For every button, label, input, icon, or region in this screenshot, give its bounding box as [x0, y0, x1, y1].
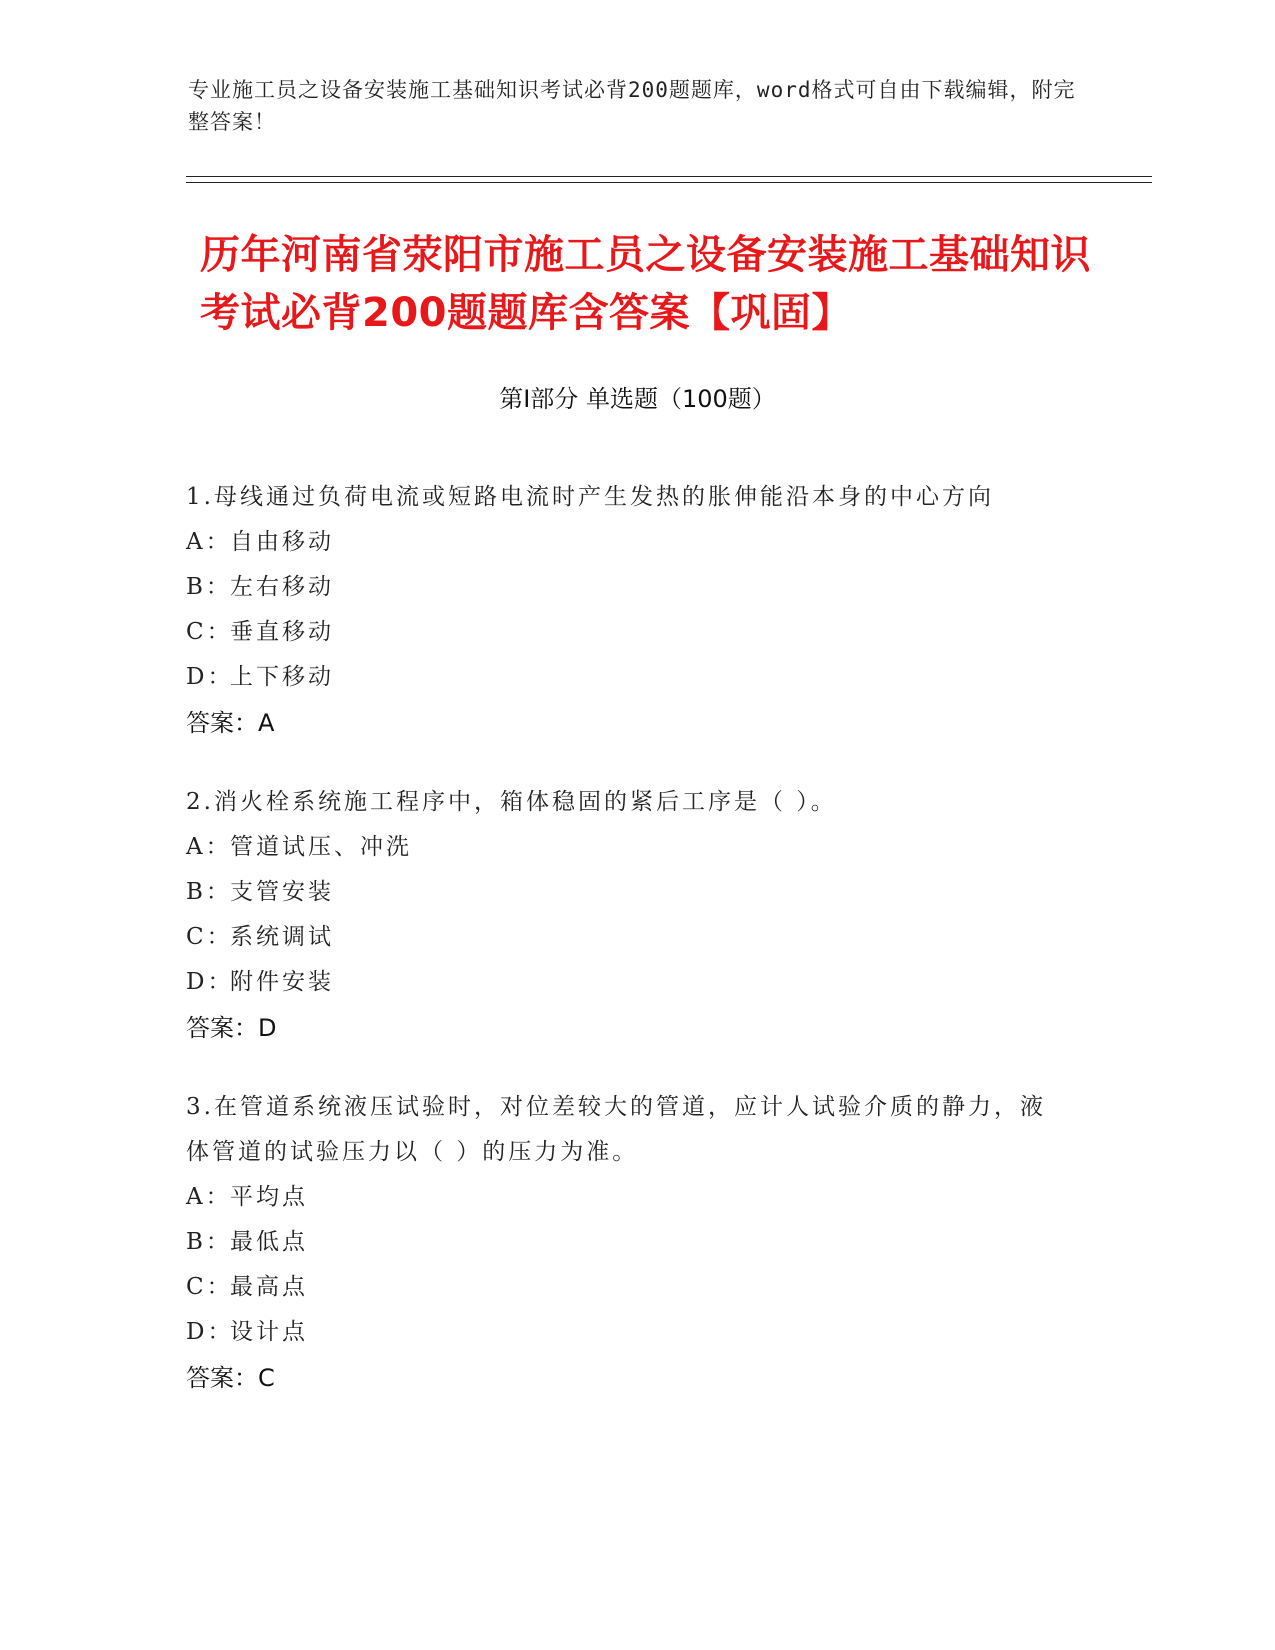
- option-text: 垂直移动: [230, 619, 334, 645]
- answer-line: 答案：A: [186, 709, 275, 737]
- option-text: 平均点: [230, 1184, 308, 1210]
- option-text: 最低点: [230, 1229, 308, 1255]
- option-a: [186, 825, 1066, 870]
- question-item: [186, 475, 1066, 746]
- header-rule-bottom: [186, 182, 1152, 183]
- option-c: [186, 610, 1066, 655]
- answer-line: 答案：D: [186, 1014, 277, 1042]
- option-b: [186, 565, 1066, 610]
- option-text: 系统调试: [230, 924, 334, 950]
- option-text: 管道试压、冲洗: [230, 834, 412, 860]
- option-b: [186, 870, 1066, 915]
- option-c: [186, 915, 1066, 960]
- option-text: 支管安装: [230, 879, 334, 905]
- question-list: [186, 475, 1066, 1435]
- option-letter: B：: [186, 1229, 232, 1255]
- option-letter: C：: [186, 1274, 233, 1300]
- document-title: 历年河南省荥阳市施工员之设备安装施工基础知识考试必背200题题库含答案【巩固】: [200, 232, 1091, 336]
- option-d: [186, 655, 1066, 700]
- option-letter: B：: [186, 574, 232, 600]
- option-letter: C：: [186, 924, 233, 950]
- question-stem: 2.消火栓系统施工程序中，箱体稳固的紧后工序是（ ）。: [186, 789, 837, 815]
- option-text: 上下移动: [230, 664, 334, 690]
- question-item: [186, 1085, 1066, 1401]
- option-text: 设计点: [230, 1319, 308, 1345]
- header-note: 专业施工员之设备安装施工基础知识考试必背200题题库，word格式可自由下载编辑，附完整答案！: [188, 78, 1076, 134]
- option-b: [186, 1220, 1066, 1265]
- header-rule-top: [186, 176, 1152, 177]
- option-letter: D：: [186, 969, 234, 995]
- option-letter: A：: [186, 834, 232, 860]
- option-d: [186, 960, 1066, 1005]
- option-text: 左右移动: [230, 574, 334, 600]
- option-letter: B：: [186, 879, 232, 905]
- option-text: 最高点: [230, 1274, 308, 1300]
- question-item: [186, 780, 1066, 1051]
- option-a: [186, 1175, 1066, 1220]
- option-letter: A：: [186, 1184, 232, 1210]
- option-letter: A：: [186, 529, 232, 555]
- option-letter: D：: [186, 664, 234, 690]
- question-stem: 3.在管道系统液压试验时，对位差较大的管道，应计人试验介质的静力，液体管道的试验压力以（ ）的压力为准。: [186, 1094, 1046, 1165]
- option-letter: C：: [186, 619, 233, 645]
- option-text: 附件安装: [230, 969, 334, 995]
- answer-line: 答案：C: [186, 1364, 275, 1392]
- question-stem: 1.母线通过负荷电流或短路电流时产生发热的胀伸能沿本身的中心方向: [186, 484, 994, 510]
- option-a: [186, 520, 1066, 565]
- option-c: [186, 1265, 1066, 1310]
- section-title: 第I部分 单选题（100题）: [499, 385, 776, 413]
- option-d: [186, 1310, 1066, 1355]
- option-letter: D：: [186, 1319, 234, 1345]
- option-text: 自由移动: [230, 529, 334, 555]
